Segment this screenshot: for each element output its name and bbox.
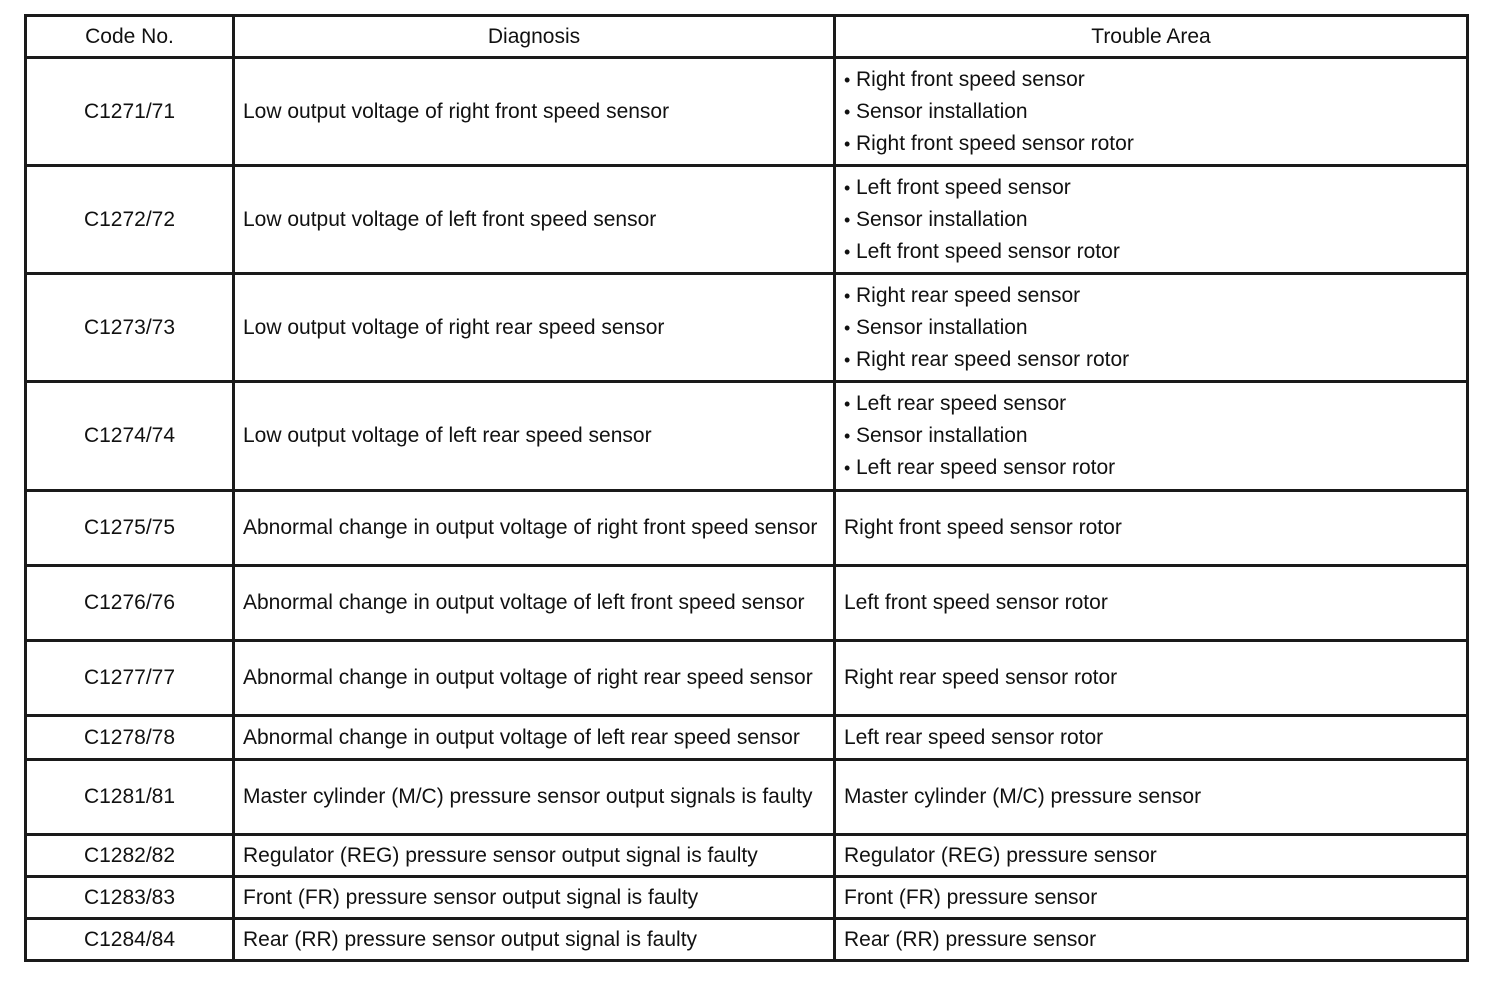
trouble-area-item bbox=[844, 64, 1458, 96]
header-trouble-area: Trouble Area bbox=[835, 16, 1468, 58]
table-header bbox=[26, 16, 1468, 58]
bullet-icon: • bbox=[844, 241, 851, 262]
trouble-area-list bbox=[844, 172, 1458, 268]
bullet-icon: • bbox=[844, 394, 851, 414]
code-cell: C1278/78 bbox=[26, 716, 234, 760]
trouble-area-item bbox=[844, 280, 1458, 312]
trouble-area-text: Left front speed sensor bbox=[856, 175, 1071, 199]
trouble-area-text: Right rear speed sensor bbox=[856, 283, 1081, 307]
trouble-area-text: Sensor installation bbox=[856, 315, 1028, 339]
diagnosis-cell: Rear (RR) pressure sensor output signal is faulty bbox=[234, 919, 835, 961]
header-row bbox=[26, 16, 1468, 58]
bullet-icon: • bbox=[844, 458, 851, 478]
trouble-area-cell: Right front speed sensor rotor bbox=[835, 491, 1468, 566]
code-cell: C1277/77 bbox=[26, 641, 234, 716]
header-code: Code No. bbox=[26, 16, 234, 58]
trouble-area-text: Sensor installation bbox=[856, 424, 1028, 447]
diagnosis-cell: Abnormal change in output voltage of right front speed sensor bbox=[234, 491, 835, 566]
table-row bbox=[26, 835, 1468, 877]
table-body bbox=[26, 58, 1468, 961]
table-row bbox=[26, 566, 1468, 641]
bullet-icon: • bbox=[844, 69, 851, 90]
trouble-area-cell bbox=[835, 166, 1468, 274]
trouble-area-text: Right front speed sensor bbox=[856, 67, 1085, 91]
table-row bbox=[26, 919, 1468, 961]
trouble-area-cell: Regulator (REG) pressure sensor bbox=[835, 835, 1468, 877]
table-row bbox=[26, 760, 1468, 835]
trouble-area-cell: Master cylinder (M/C) pressure sensor bbox=[835, 760, 1468, 835]
code-cell: C1271/71 bbox=[26, 58, 234, 166]
code-cell: C1276/76 bbox=[26, 566, 234, 641]
trouble-area-list bbox=[844, 280, 1458, 376]
trouble-area-text: Sensor installation bbox=[856, 207, 1028, 231]
trouble-area-text: Left rear speed sensor bbox=[856, 392, 1067, 415]
trouble-area-cell: Right rear speed sensor rotor bbox=[835, 641, 1468, 716]
trouble-area-text: Right rear speed sensor rotor bbox=[856, 347, 1130, 371]
diagnosis-cell: Low output voltage of left rear speed sensor bbox=[234, 382, 835, 491]
trouble-area-item bbox=[844, 128, 1458, 160]
code-cell: C1274/74 bbox=[26, 382, 234, 491]
code-cell: C1282/82 bbox=[26, 835, 234, 877]
code-cell: C1281/81 bbox=[26, 760, 234, 835]
bullet-icon: • bbox=[844, 133, 851, 154]
diagnosis-cell: Abnormal change in output voltage of left front speed sensor bbox=[234, 566, 835, 641]
trouble-area-cell bbox=[835, 382, 1468, 491]
trouble-area-item bbox=[844, 204, 1458, 236]
diagnosis-cell: Low output voltage of right front speed sensor bbox=[234, 58, 835, 166]
diagnosis-cell: Front (FR) pressure sensor output signal is faulty bbox=[234, 877, 835, 919]
diagnosis-cell: Master cylinder (M/C) pressure sensor output signals is faulty bbox=[234, 760, 835, 835]
bullet-icon: • bbox=[844, 101, 851, 122]
bullet-icon: • bbox=[844, 426, 851, 446]
code-cell: C1272/72 bbox=[26, 166, 234, 274]
trouble-area-item bbox=[844, 452, 1458, 484]
trouble-area-item bbox=[844, 172, 1458, 204]
trouble-area-cell: Front (FR) pressure sensor bbox=[835, 877, 1468, 919]
trouble-area-text: Sensor installation bbox=[856, 99, 1028, 123]
bullet-icon: • bbox=[844, 317, 851, 338]
code-cell: C1283/83 bbox=[26, 877, 234, 919]
trouble-area-cell: Left rear speed sensor rotor bbox=[835, 716, 1468, 760]
table-row bbox=[26, 491, 1468, 566]
trouble-area-item bbox=[844, 96, 1458, 128]
diagnosis-cell: Abnormal change in output voltage of left rear speed sensor bbox=[234, 716, 835, 760]
table-row bbox=[26, 166, 1468, 274]
table-row bbox=[26, 274, 1468, 382]
diagnosis-cell: Abnormal change in output voltage of right rear speed sensor bbox=[234, 641, 835, 716]
diagnosis-cell: Low output voltage of left front speed sensor bbox=[234, 166, 835, 274]
bullet-icon: • bbox=[844, 209, 851, 230]
code-cell: C1275/75 bbox=[26, 491, 234, 566]
trouble-area-list bbox=[844, 388, 1458, 484]
trouble-area-item bbox=[844, 344, 1458, 376]
bullet-icon: • bbox=[844, 177, 851, 198]
trouble-area-text: Left rear speed sensor rotor bbox=[856, 456, 1116, 479]
table-row bbox=[26, 58, 1468, 166]
trouble-area-cell: Rear (RR) pressure sensor bbox=[835, 919, 1468, 961]
trouble-area-item bbox=[844, 420, 1458, 452]
trouble-area-text: Left front speed sensor rotor bbox=[856, 239, 1120, 263]
code-cell: C1273/73 bbox=[26, 274, 234, 382]
bullet-icon: • bbox=[844, 349, 851, 370]
code-cell: C1284/84 bbox=[26, 919, 234, 961]
trouble-area-item bbox=[844, 388, 1458, 420]
trouble-area-cell bbox=[835, 274, 1468, 382]
trouble-area-text: Right front speed sensor rotor bbox=[856, 131, 1134, 155]
dtc-table bbox=[24, 14, 1469, 962]
table-row bbox=[26, 641, 1468, 716]
trouble-area-list bbox=[844, 64, 1458, 160]
bullet-icon: • bbox=[844, 285, 851, 306]
header-diagnosis: Diagnosis bbox=[234, 16, 835, 58]
trouble-area-cell: Left front speed sensor rotor bbox=[835, 566, 1468, 641]
table-row bbox=[26, 382, 1468, 491]
trouble-area-cell bbox=[835, 58, 1468, 166]
table-row bbox=[26, 877, 1468, 919]
table-row bbox=[26, 716, 1468, 760]
diagnosis-cell: Regulator (REG) pressure sensor output signal is faulty bbox=[234, 835, 835, 877]
trouble-area-item bbox=[844, 236, 1458, 268]
diagnosis-cell: Low output voltage of right rear speed sensor bbox=[234, 274, 835, 382]
trouble-area-item bbox=[844, 312, 1458, 344]
